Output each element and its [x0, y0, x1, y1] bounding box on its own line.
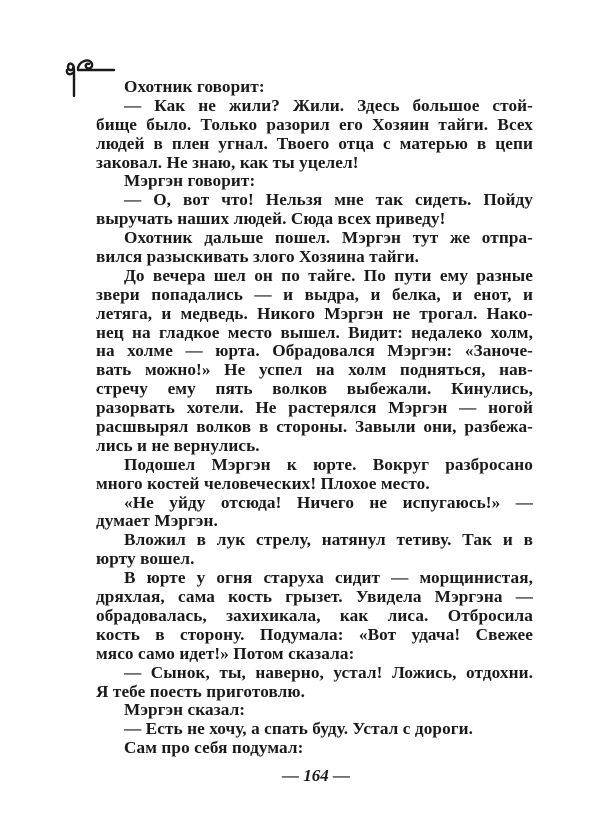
text-line: звери попадались — и выдра, и белка, и енот, и [96, 284, 533, 304]
paragraph [96, 172, 533, 191]
text-line: на холме — юрта. Обрадовался Мэргэн: «Заноче- [96, 341, 533, 361]
paragraph [96, 97, 533, 173]
text-line: дряхлая, сама кость грызет. Увидела Мэргэна — [96, 587, 533, 607]
text-line: юрту вошел. [96, 549, 195, 569]
paragraph [96, 267, 533, 456]
paragraph [96, 569, 533, 663]
paragraph [96, 191, 533, 229]
text-line: обрадовалась, захихикала, как лиса. Отбросила [96, 605, 533, 625]
text-line: Охотник говорит: [124, 77, 265, 96]
text-line: — Сынок, ты, наверно, устал! Ложись, отдохни. [124, 662, 533, 682]
paragraph [96, 739, 533, 758]
text-line: людей в плен угнал. Твоего отца с матерью в цепи [96, 133, 533, 153]
text-line: вать можно!» Не успел на холм подняться, нав- [96, 360, 533, 380]
text-line: много костей человеческих! Плохое место. [96, 473, 430, 493]
paragraph [96, 229, 533, 267]
text-line: мясо само идет!» Потом сказала: [96, 643, 355, 663]
text-line: До вечера шел он по тайге. По пути ему разные [124, 265, 533, 285]
text-line: Охотник дальше пошел. Мэргэн тут же отпра- [124, 228, 533, 248]
paragraph [96, 701, 533, 720]
text-line: выручать наших людей. Сюда всех приведу! [96, 209, 446, 229]
paragraph [96, 720, 533, 739]
paragraph [96, 456, 533, 494]
text-line: нец на гладкое место вышел. Видит: недалеко холм, [96, 322, 533, 342]
text-line: бище было. Только разорил его Хозяин тайги. Всех [96, 114, 533, 134]
text-line: В юрте у огня старуха сидит — морщинистая, [124, 568, 533, 588]
page-number: — 164 — [282, 766, 350, 785]
paragraph [96, 664, 533, 702]
text-line: Мэргэн говорит: [124, 171, 256, 191]
text-line: расшвырял волков в стороны. Завыли они, разбежа- [96, 417, 533, 437]
text-line: Подошел Мэргэн к юрте. Вокруг разбросано [124, 454, 533, 474]
text-line: летяга, и медведь. Никого Мэргэн не трогал. Нако- [96, 303, 533, 323]
text-line: разорвать хотели. Не растерялся Мэргэн — ногой [96, 398, 533, 418]
text-line: — Есть не хочу, а спать буду. Устал с дороги. [124, 719, 474, 739]
text-line: Я тебе поесть приготовлю. [96, 681, 305, 701]
text-line: Мэргэн сказал: [124, 700, 246, 720]
paragraph [96, 531, 533, 569]
text-line: лись и не вернулись. [96, 435, 260, 455]
text-line: заковал. Не знаю, как ты уцелел! [96, 152, 359, 172]
text-line: Вложил в лук стрелу, натянул тетиву. Так и в [124, 530, 533, 550]
paragraph [96, 78, 533, 97]
text-line: «Не уйду отсюда! Ничего не испугаюсь!» — [124, 492, 533, 512]
paragraph [96, 494, 533, 532]
text-line: кость в сторону. Подумала: «Вот удача! Свежее [96, 624, 533, 644]
text-line: — Как не жили? Жили. Здесь большое стой- [124, 95, 533, 115]
text-line: Сам про себя подумал: [124, 738, 304, 758]
text-line: — О, вот что! Нельзя мне так сидеть. Пойду [124, 190, 533, 210]
text-line: вился разыскивать злого Хозяина тайги. [96, 247, 419, 267]
text-line: стречу ему пять волков выбежали. Кинулись, [96, 379, 533, 399]
text-line: думает Мэргэн. [96, 511, 218, 531]
body-text [96, 78, 533, 758]
